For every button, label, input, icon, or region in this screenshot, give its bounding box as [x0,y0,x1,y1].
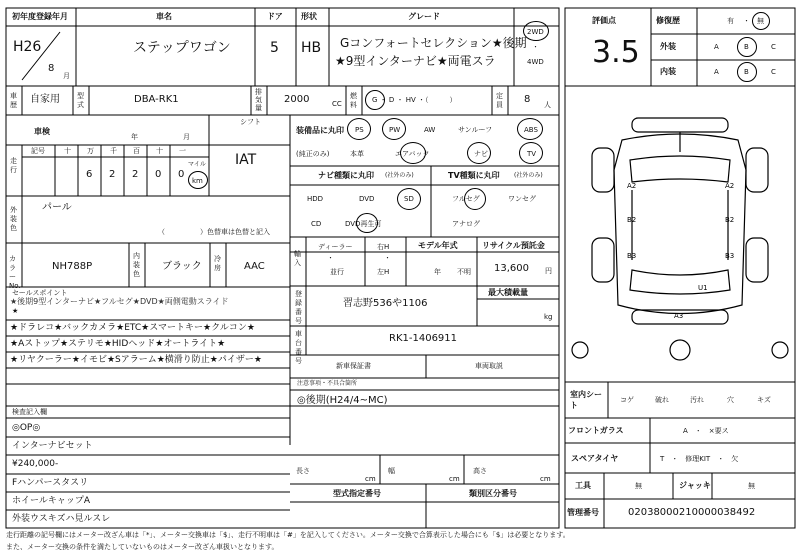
interior-label: 内装 [660,67,676,76]
door-count: 5 [270,40,279,56]
recycle-value: 13,600 [494,263,529,274]
doors-label: ドア [267,12,283,21]
registration-plate: 習志野536や1106 [343,298,428,309]
yen-unit: 円 [545,267,552,275]
digit-hdr-0: 記号 [31,147,45,155]
inspector-line-4: ホイールキャップA [12,496,90,506]
equipment-label: 装備品に丸印 [296,126,344,135]
usage: 自家用 [30,94,60,105]
sales-point-line-3: ★リヤクーラー★イモビ★Sアラーム★横滑り防止★パイザー★ [10,355,262,365]
repair-dot: ・ [743,17,750,25]
repair-none-circle [752,12,770,30]
equip-airbag: エアバック [395,150,430,158]
model-year-label: モデル年式 [418,241,458,250]
insp-year: 年 [131,133,138,141]
seat-label: 室内シート [570,390,602,410]
drive-4wd: 4WD [527,58,544,66]
odo-digit-3: 2 [132,169,139,180]
tv-analog: アナログ [452,220,480,228]
digit-hdr-1: 十 [64,147,71,155]
drive-2wd: 2WD [527,28,544,36]
inspection-label: 車検 [34,127,50,136]
diagram-mark-u1: U1 [698,284,708,292]
equip-aw: AW [424,126,436,134]
int-b: B [744,68,749,76]
max-load-label: 最大積載量 [488,288,528,297]
height-label: 高さ [473,467,487,475]
score-value: 3.5 [592,35,640,70]
import-right: 右H [377,243,390,251]
body-shape: HB [301,40,322,56]
navi-label: ナビ種類に丸印 [318,171,374,180]
import-dot-2: ・ [384,254,391,262]
diagram-mark-b2-right: B2 [725,216,735,224]
first-reg-era: H26 [13,39,42,55]
seat-opt-0: コゲ [620,396,634,404]
equip-sunroof: サンルーフ [458,126,493,134]
inspector-line-0: ◎OP◎ [12,423,41,433]
odo-digit-2: 2 [109,169,116,180]
drive-dot: ・ [532,43,539,51]
color-no-value: NH788P [52,261,93,272]
exterior-label: 外装 [660,42,676,51]
chassis-number: RK1-1406911 [389,333,458,344]
digit-hdr-5: 十 [156,147,163,155]
model-year-unknown: 不明 [457,268,471,276]
first-reg-month: 8 [48,63,55,74]
new-warranty: 新車保証書 [336,362,371,370]
tools-label: 工具 [575,481,591,490]
width-label: 幅 [388,467,395,475]
navi-dvd-play: DVD再生可 [345,220,382,228]
digit-hdr-4: 百 [133,147,140,155]
fuel-label: 燃料 [350,92,357,109]
first-reg-label: 初年度登録年月 [12,12,68,21]
jack-value: 無 [748,482,755,490]
footer-line-2: また、メーター交換の条件を満たしていないものはメーター改ざん車扱いとなります。 [6,543,279,551]
recycle-label: リサイクル預託金 [482,241,545,250]
glass-label: フロントガラス [568,426,624,435]
odo-digit-1: 6 [86,169,93,180]
import-dealer: ディーラー [318,243,353,251]
diagram-mark-b3-right: B3 [725,252,735,260]
tv-fullseg: フルセグ [452,195,480,203]
seat-opt-3: 穴 [727,396,734,404]
length-cm: cm [365,475,376,483]
shift-label: シフト [240,118,261,126]
navi-sd: SD [404,195,414,203]
car-name-label: 車名 [156,12,172,21]
sales-points-label: セールスポイント [12,289,68,297]
footer-line-1: 走行距離の記号欄にはメーター改ざん車は「*」、メーター交換車は「$」、走行不明車は「#」を記入してください。メーター交換で合算表示した場合にも「$」は必要となります。 [6,531,570,539]
odo-digit-4: 0 [155,169,162,180]
spare-label: スペアタイヤ [571,454,619,463]
repair-has: 有 [727,17,734,25]
color-label: 外装色 [10,206,17,232]
odo-label: 走行 [10,157,17,174]
fuel-options: G ・ D ・ HV ・（ ） [372,96,457,104]
color-note: （ ）色替車は色替と記入 [158,228,270,236]
width-cm: cm [449,475,460,483]
chassis-label: 車台番号 [295,330,302,365]
inspector-line-3: Fハンパースタスリ [12,478,89,488]
shift-value: IAT [235,152,257,168]
tv-fullseg-circle [464,188,486,210]
jack-label: ジャッキ [679,481,711,490]
model-year-unit: 年 [434,268,441,276]
ext-c: C [771,43,776,51]
tv-sub: (社外のみ) [514,172,543,179]
import-dot: ・ [327,254,334,262]
mgmt-label: 管理番号 [567,508,599,517]
navi-sub: (社外のみ) [385,172,414,179]
equip-pw: PW [389,126,401,134]
sales-point-line-0b: ★ [12,307,19,315]
inspector-line-2: ¥240,000- [12,459,59,469]
import-label: 輸入 [294,250,301,267]
equip-ps-circle [347,118,371,140]
odo-digit-5: 0 [178,169,185,180]
ac-value: AAC [244,261,265,272]
displacement: 2000 [284,94,310,105]
month-unit: 月 [63,72,70,80]
navi-cd: CD [311,220,322,228]
inspector-line-1: インターナビセット [12,441,93,451]
capacity: 8 [524,94,531,105]
insp-month: 月 [183,133,190,141]
inspector-line-5: 外装ウスキズハ見ルスレ [12,514,111,524]
diagram-mark-a2-right: A2 [725,182,735,190]
tv-oneseg: ワンセグ [508,195,536,203]
digit-hdr-3: 千 [110,147,117,155]
manual: 車両取説 [475,362,503,370]
sales-point-line-2: ★Aストップ★ステリモ★HIDヘッド★オートライト★ [10,339,226,349]
equip-ps: PS [355,126,364,134]
usage-label: 車歴 [10,92,17,109]
equip-airbag-circle [400,142,426,164]
capacity-label: 定員 [496,92,503,109]
mgmt-number: 02038000210000038492 [628,507,756,518]
navi-hdd: HDD [307,195,324,203]
equip-abs-circle [517,118,543,140]
model-code: DBA-RK1 [134,94,179,105]
diagram-mark-b3-left: B3 [627,252,637,260]
navi-dvd: DVD [359,195,375,203]
category-label: 類別区分番号 [469,489,517,498]
int-a: A [714,68,719,76]
ext-b-circle [737,37,757,57]
height-cm: cm [540,475,551,483]
notes-label: 注意事項・不具合箇所 [297,380,358,387]
diagram-mark-a2-left: A2 [627,182,637,190]
equip-navi-circle [467,142,491,164]
seat-opt-4: キズ [757,396,771,404]
color-no-label: カラーNo. [9,255,21,290]
model-label: 型式 [77,92,84,109]
registration-label: 登録番号 [295,290,302,325]
km-circle [188,171,208,189]
car-name: ステップワゴン [133,40,231,56]
tv-label: TV種類に丸印 [448,171,500,180]
tools-value: 無 [635,482,642,490]
interior-color: ブラック [162,261,202,272]
equip-pw-circle [382,118,406,140]
sales-point-line-0: ★後期9型インターナビ★フルセグ★DVD★両側電動スライド [10,297,229,306]
grade-line-2: ★9型インターナビ★両電スラ [335,54,496,68]
import-left: 左H [377,268,390,276]
kg-unit: kg [544,313,553,321]
car-damage-diagram [570,110,792,380]
sales-point-line-1: ★ドラレコ★バックカメラ★ETC★スマートキー★クルコン★ [10,323,255,333]
notes-value: ◎後期(H24/4~MC) [297,395,388,406]
glass-options: A ・ ×要ス [683,427,729,435]
seat-opt-2: 汚れ [690,396,704,404]
int-b-circle [737,62,757,82]
equip-leather: 本革 [350,150,364,158]
drive-2wd-circle [523,21,549,41]
grade-line-1: Gコンフォートセレクション★後期 [340,36,527,50]
km-unit: km [192,177,203,185]
repair-label: 修復歴 [656,16,680,25]
navi-dvd-play-circle [356,213,378,233]
shape-label: 形状 [301,12,317,21]
score-label: 評価点 [592,16,616,25]
ext-b: B [744,43,749,51]
equipment-sublabel: (純正のみ) [296,150,330,158]
ac-label: 冷房 [214,255,221,272]
equip-navi: ナビ [474,150,488,158]
digit-hdr-6: 一 [179,147,186,155]
interior-color-label: 内装色 [133,252,140,278]
fuel-gasoline-circle [365,90,385,110]
repair-none: 無 [757,17,764,25]
import-parallel: 並行 [330,268,344,276]
type-cert-label: 型式指定番号 [333,489,381,498]
equip-abs: ABS [524,126,538,134]
grade-label: グレード [408,12,440,21]
color-value: パール [42,202,72,213]
digit-hdr-2: 万 [87,147,94,155]
cc-unit: CC [332,100,342,108]
seat-opt-1: 破れ [655,396,669,404]
length-label: 長さ [296,467,310,475]
navi-sd-circle [397,188,421,210]
mile-unit: マイル [188,161,206,168]
diagram-mark-b2-left: B2 [627,216,637,224]
equip-tv-circle [519,142,543,164]
displacement-label: 排気量 [255,88,262,112]
ext-a: A [714,43,719,51]
spare-options: T ・ 修理KIT ・ 欠 [660,455,739,463]
int-c: C [771,68,776,76]
diagram-mark-a3: A3 [674,312,684,320]
inspector-label: 検査記入欄 [12,408,47,416]
equip-tv: TV [527,150,537,158]
persons-unit: 人 [544,101,551,109]
